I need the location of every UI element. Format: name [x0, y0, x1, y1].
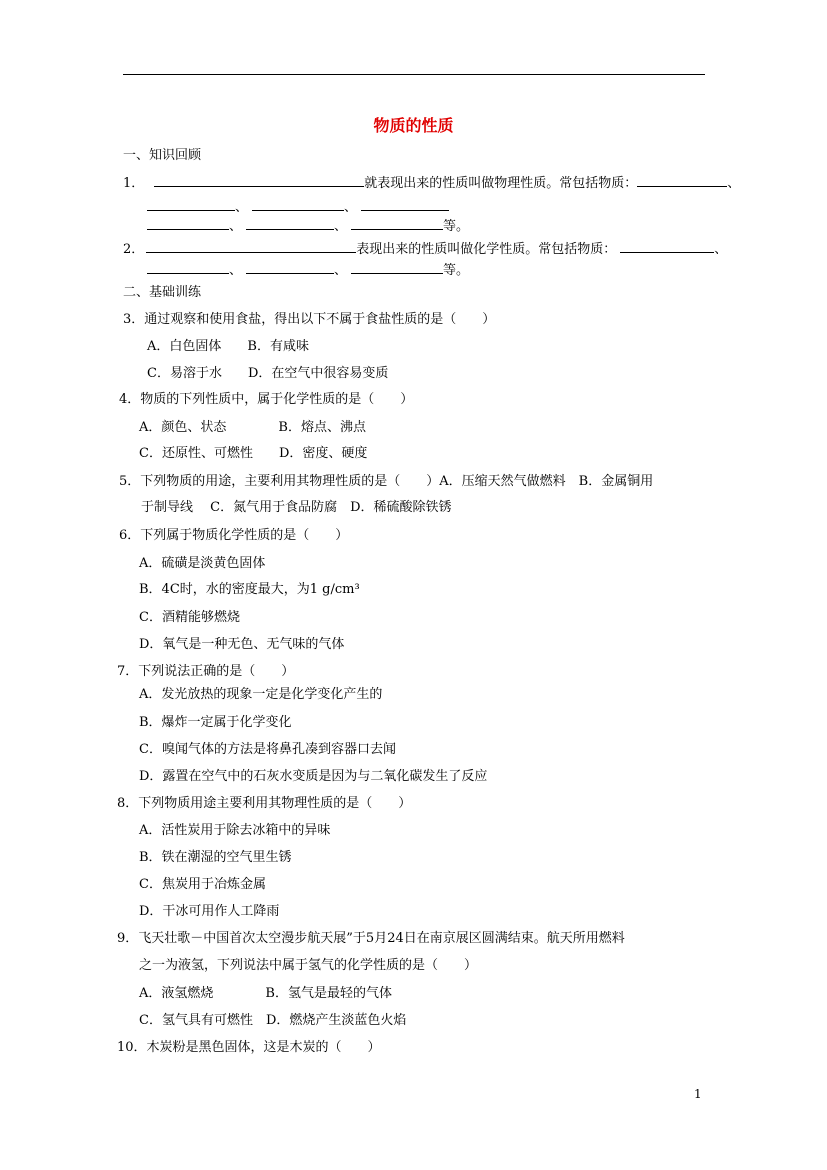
q4-stem: 4．物质的下列性质中，属于化学性质的是（ ）: [119, 392, 414, 407]
q1-sep: 、: [235, 200, 249, 215]
q2-blank-5[interactable]: [351, 260, 443, 274]
q5-line1: 5．下列物质的用途，主要利用其物理性质的是（ ）A．压缩天然气做燃料 B．金属铜用: [119, 474, 654, 489]
q6-option-b: B．4C时，水的密度最大，为1 g/cm³: [139, 582, 360, 597]
q2-blank-4[interactable]: [246, 260, 334, 274]
q5-line2: 于制导线 C．氮气用于食品防腐 D．稀硫酸除铁锈: [141, 500, 452, 515]
q1-line1: [123, 173, 740, 193]
q10-stem: 10．木炭粉是黑色固体，这是木炭的（ ）: [117, 1040, 381, 1055]
page-title: 物质的性质: [373, 116, 454, 135]
q7-option-c: C．嗅闻气体的方法是将鼻孔凑到容器口去闻: [139, 742, 396, 757]
q8-option-a: A．活性炭用于除去冰箱中的异味: [139, 823, 331, 838]
q9-line1: 9．飞天壮歌－中国首次太空漫步航天展”于5月24日在南京展区圆满结束。航天所用燃料: [117, 931, 625, 946]
q1-blank-1[interactable]: [154, 173, 364, 187]
q6-option-c: C．酒精能够燃烧: [139, 610, 240, 625]
section-heading-practice: 二、基础训练: [123, 285, 202, 300]
q1-line3: [147, 216, 469, 236]
q1-sep: 、: [229, 219, 243, 234]
q2-end: 等。: [443, 263, 470, 278]
q4-options-cd: C．还原性、可燃性 D．密度、硬度: [139, 446, 368, 461]
q6-stem: 6．下列属于物质化学性质的是（ ）: [119, 528, 349, 543]
q6-option-d: D．氧气是一种无色、无气味的气体: [139, 637, 345, 652]
q1-number: 1．: [123, 176, 145, 191]
q6-option-a: A．硫磺是淡黄色固体: [139, 556, 266, 571]
q8-option-d: D．干冰可用作人工降雨: [139, 904, 280, 919]
page-number: 1: [694, 1087, 702, 1101]
q9-options-cd: C．氢气具有可燃性 D．燃烧产生淡蓝色火焰: [139, 1013, 407, 1028]
q2-number: 2．: [123, 242, 145, 257]
q1-end: 等。: [443, 219, 470, 234]
q2-blank-1[interactable]: [146, 239, 356, 253]
q2-line2: [147, 260, 469, 280]
q2-text: 表现出来的性质叫做化学性质。常包括物质：: [356, 242, 617, 257]
q8-option-b: B．铁在潮湿的空气里生锈: [139, 850, 292, 865]
q2-blank-2[interactable]: [620, 239, 714, 253]
q7-option-b: B．爆炸一定属于化学变化: [139, 715, 292, 730]
q3-options-ab: A．白色固体 B．有咸味: [147, 339, 309, 354]
q1-line2: [147, 197, 449, 217]
q1-blank-6[interactable]: [147, 216, 229, 230]
q1-blank-8[interactable]: [351, 216, 443, 230]
q7-option-a: A．发光放热的现象一定是化学变化产生的: [139, 687, 383, 702]
q1-sep: 、: [727, 176, 741, 191]
q2-blank-3[interactable]: [147, 260, 229, 274]
q1-blank-5[interactable]: [361, 197, 449, 211]
q8-option-c: C．焦炭用于冶炼金属: [139, 877, 266, 892]
q1-blank-2[interactable]: [637, 173, 727, 187]
q1-sep: 、: [344, 200, 358, 215]
q8-stem: 8．下列物质用途主要利用其物理性质的是（ ）: [117, 796, 412, 811]
q1-sep: 、: [334, 219, 348, 234]
q9-line2: 之一为液氢，下列说法中属于氢气的化学性质的是（ ）: [139, 958, 478, 973]
q9-options-ab: A．液氢燃烧 B．氢气是最轻的气体: [139, 986, 392, 1001]
q7-option-d: D．露置在空气中的石灰水变质是因为与二氧化碳发生了反应: [139, 769, 488, 784]
q1-text: 就表现出来的性质叫做物理性质。常包括物质：: [364, 176, 638, 191]
q3-stem: 3．通过观察和使用食盐，得出以下不属于食盐性质的是（ ）: [123, 312, 496, 327]
q2-sep: 、: [714, 242, 728, 257]
section-heading-review: 一、知识回顾: [123, 148, 202, 163]
q4-options-ab: A．颜色、状态 B．熔点、沸点: [139, 420, 366, 435]
q1-blank-4[interactable]: [252, 197, 344, 211]
q2-line1: [123, 239, 727, 259]
q2-sep: 、: [229, 263, 243, 278]
q2-sep: 、: [334, 263, 348, 278]
header-rule: [123, 74, 705, 75]
q1-blank-3[interactable]: [147, 197, 235, 211]
q7-stem: 7．下列说法正确的是（ ）: [117, 664, 295, 679]
q1-blank-7[interactable]: [246, 216, 334, 230]
q3-options-cd: C．易溶于水 D．在空气中很容易变质: [147, 366, 389, 381]
